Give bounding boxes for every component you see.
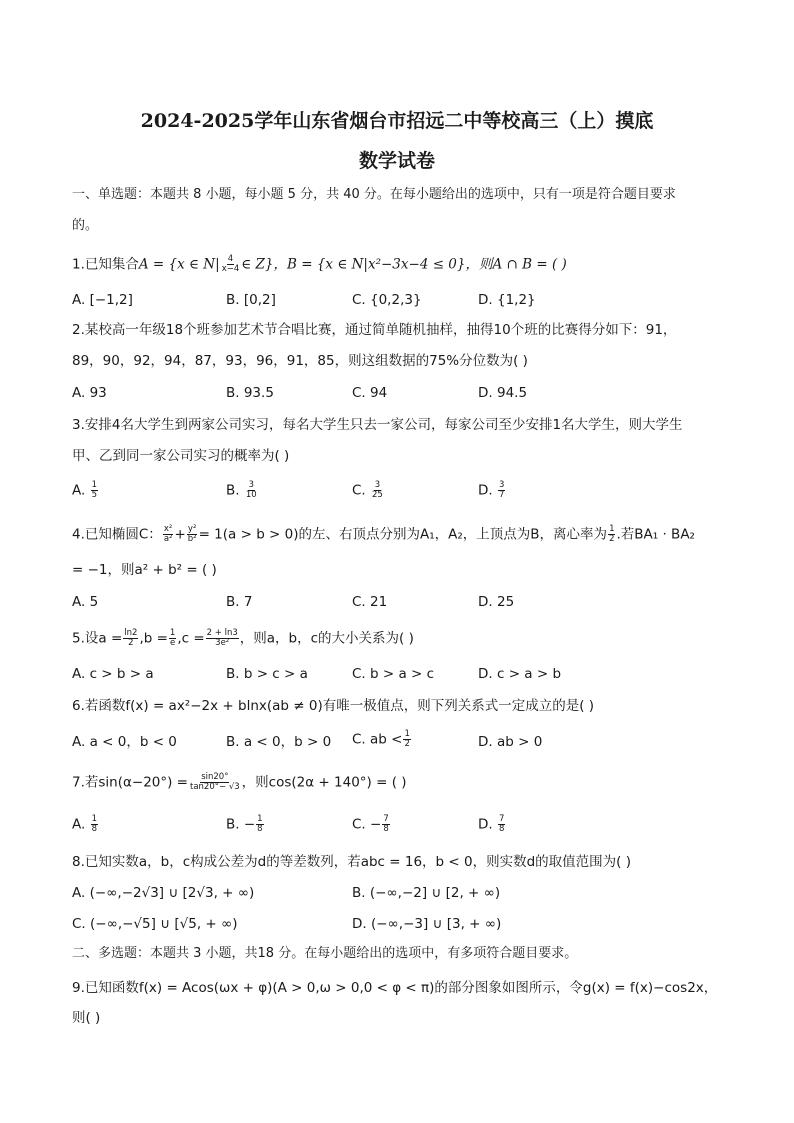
q4-f3-den: 2 [609,534,615,544]
q7-c-label: C. [352,816,366,833]
q5-f3-den: 3e² [215,638,230,648]
q7-d-frac [498,815,505,834]
section1-heading-line1: 一、单选题：本题共 8 小题，每小题 5 分，共 40 分。在每小题给出的选项中，只有一项是符合题目要求 [72,187,676,202]
q8-option-b: B. (−∞,−2] ∪ [2, + ∞) [352,885,501,901]
q7-option-a [72,815,99,834]
q4-f1-den: a² [163,534,173,544]
q6-option-c [352,730,412,749]
q5-c: ,c = [177,630,205,647]
question-9-line1: 9.已知函数f(x) = Acos(ωx + φ)(A > 0,ω > 0,0 < φ < π)的部分图象如图所示，令g(x) = f(x)−cos2x， [72,980,718,996]
q5-f3-num: 2 + ln3 [206,628,238,638]
q4-frac-e [608,525,615,544]
q3-c-den: 25 [372,490,383,500]
q6-c-num: 1 [404,729,410,739]
q7-num: sin20° [201,772,229,782]
q7-d-num: 7 [498,814,505,824]
q2-option-b: B. 93.5 [226,385,274,401]
question-8: 8.已知实数a，b，c构成公差为d的等差数列，若abc = 16，b < 0，则实数d的取值范围为( ) [72,854,631,870]
q3-d-label: D. [478,482,493,499]
q5-frac-b [169,629,176,648]
q7-c-frac [382,815,389,834]
q1-set-a-post: ∈ Z}， [241,256,288,273]
q7-b-frac [256,815,263,834]
q2-option-c: C. 94 [352,385,388,401]
q7-c-num: 7 [383,814,389,824]
q4-frac-y [187,525,198,544]
q3-c-num: 3 [374,480,381,490]
question-2-line2: 89，90，92，94，87，93，96，91，85，则这组数据的75%分位数为( ) [72,353,528,369]
section1-heading-line2: 的。 [72,218,99,233]
q3-c-label: C. [352,482,366,499]
q3-a-frac [91,481,98,500]
q8-option-d: D. (−∞,−3] ∪ [3, + ∞) [352,916,502,932]
q5-b: ,b = [139,630,168,647]
q4-prefix: 4.已知椭圆C： [72,526,162,543]
q7-option-b [226,815,265,834]
q3-b-num: 3 [248,480,254,490]
q5-option-c: C. b > a > c [352,666,435,682]
q8-option-c: C. (−∞,−√5] ∪ [√5, + ∞) [72,916,238,932]
q4-option-a: A. 5 [72,594,99,610]
q3-option-d [478,481,506,500]
q4-f2-den: b² [187,534,197,544]
question-3-line1: 3.安排4名大学生到两家公司实习，每名大学生只去一家公司，每家公司至少安排1名大学生，则大学生 [72,417,683,433]
q7-option-d [478,815,506,834]
q3-a-label: A. [72,482,86,499]
q7-a-frac [91,815,98,834]
q7-den: tan20°− √3 [190,782,240,792]
q4-option-b: B. 7 [226,594,253,610]
q4-mid: = 1(a > b > 0)的左、右顶点分别为A₁，A₂，上顶点为B，离心率为 [198,526,608,543]
q4-option-c: C. 21 [352,594,388,610]
q6-c-den: 2 [404,739,410,749]
q6-c-pre: C. ab < [352,731,403,748]
q7-frac [189,773,241,792]
q3-b-label: B. [226,482,240,499]
question-7 [72,773,732,792]
question-4-line2: = −1，则a² + b² = ( ) [72,562,217,578]
q5-f1-num: ln2 [124,628,138,638]
q3-a-num: 1 [91,480,98,490]
q3-d-den: 7 [498,490,505,500]
q6-option-a: A. a < 0，b < 0 [72,734,177,750]
q1-option-b: B. [0,2] [226,292,276,308]
q2-option-a: A. 93 [72,385,107,401]
q1-frac-num: 4 [227,254,234,264]
question-9-line2: 则( ) [72,1010,101,1026]
question-4-line1 [72,525,732,544]
q4-frac-x [163,525,174,544]
q7-option-c [352,815,391,834]
q4-plus: + [174,526,186,543]
exam-title-line1: 2024-2025学年山东省烟台市招远二中等校高三（上）摸底 [140,110,654,132]
q7-a-label: A. [72,816,86,833]
q5-post: ，则a，b，c的大小关系为( ) [239,630,414,647]
q1-prefix: 1.已知集合 [72,256,139,273]
q1-set-b: B = {x ∈ N|x²−3x−4 ≤ 0}，则A ∩ B = ( ) [287,256,567,273]
q6-c-frac [403,730,410,749]
q1-set-a: A = {x ∈ N| [138,256,220,273]
q5-frac-c [206,629,239,648]
q4-f1-num: x² [163,524,173,534]
q7-b-label: B. [226,816,240,833]
q3-a-den: 5 [91,490,98,500]
q7-a-den: 8 [91,824,98,834]
q1-option-c: C. {0,2,3} [352,292,422,308]
q7-b-num: 1 [257,814,263,824]
q3-option-b [226,481,259,500]
section2-heading: 二、多选题：本题共 3 小题，共18 分。在每小题给出的选项中，有多项符合题目要求。 [72,946,578,961]
q5-prefix: 5.设a = [72,630,123,647]
q3-c-frac [371,481,384,500]
question-1 [72,255,732,274]
q4-option-d: D. 25 [478,594,515,610]
q7-a-num: 1 [91,814,98,824]
q7-c-den: 8 [383,824,389,834]
q7-post: ，则cos(2α + 140°) = ( ) [241,774,407,791]
q1-option-d: D. {1,2} [478,292,536,308]
question-3-line2: 甲、乙到同一家公司实习的概率为( ) [72,448,290,464]
q1-option-a: A. [−1,2] [72,292,133,308]
q4-f3-num: 1 [609,524,615,534]
q7-prefix: 7.若sin(α−20°) = [72,774,188,791]
q1-frac-den: x−4 [221,264,240,274]
q7-d-label: D. [478,816,493,833]
q6-option-d: D. ab > 0 [478,734,543,750]
q7-c-sign: − [370,816,382,833]
question-6: 6.若函数f(x) = ax²−2x + blnx(ab ≠ 0)有唯一极值点，则下列关系式一定成立的是( ) [72,698,595,714]
q8-option-a: A. (−∞,−2√3] ∪ [2√3, + ∞) [72,885,255,901]
q5-option-a: A. c > b > a [72,666,154,682]
q2-option-d: D. 94.5 [478,385,528,401]
q4-f2-num: y² [187,524,197,534]
q5-option-d: D. c > a > b [478,666,562,682]
q5-frac-a [123,629,138,648]
q3-d-num: 3 [498,480,505,490]
q5-f2-den: e [170,638,176,648]
q5-option-b: B. b > c > a [226,666,308,682]
q4-post: .若BA₁ · BA₂ [616,526,695,543]
q1-fraction [221,255,241,274]
question-5 [72,629,732,648]
q3-option-c [352,481,385,500]
q5-f1-den: 2 [128,638,134,648]
q7-b-den: 8 [257,824,263,834]
exam-title-line2: 数学试卷 [358,150,435,172]
q3-b-den: 10 [245,490,257,500]
q6-option-b: B. a < 0，b > 0 [226,734,332,750]
q7-b-sign: − [243,816,256,833]
question-2-line1: 2.某校高一年级18个班参加艺术节合唱比赛，通过简单随机抽样，抽得10个班的比赛得分如下：91， [72,322,677,338]
q5-f2-num: 1 [169,628,176,638]
q3-d-frac [498,481,505,500]
q7-d-den: 8 [498,824,505,834]
q3-b-frac [245,481,258,500]
q3-option-a [72,481,99,500]
